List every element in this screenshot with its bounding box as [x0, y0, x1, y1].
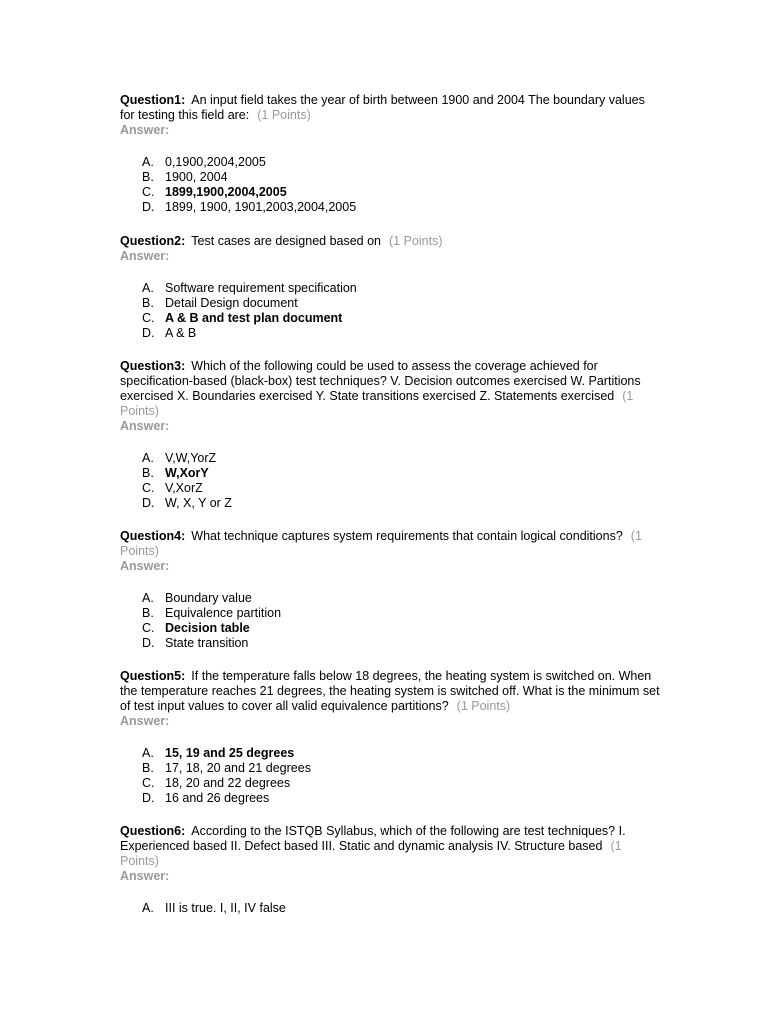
question-2: [120, 234, 660, 341]
option-text: 17, 18, 20 and 21 degrees: [165, 761, 311, 775]
option-c[interactable]: [120, 621, 660, 636]
answer-label: Answer:: [120, 123, 170, 137]
answer-label: Answer:: [120, 869, 170, 883]
option-b[interactable]: [120, 296, 660, 311]
option-d[interactable]: [120, 496, 660, 511]
option-letter: B.: [142, 606, 154, 620]
question-label: Question3:: [120, 359, 186, 373]
option-letter: D.: [142, 636, 155, 650]
option-c[interactable]: [120, 185, 660, 200]
question-body: Which of the following could be used to assess the coverage achieved for specification-based (black-box) test techniques? V. Decision outcomes exercised W. Partitions exercised X. Boundaries exercised Y. State transitions exercised Z. Statements exercised: [120, 359, 641, 403]
option-list: [120, 155, 660, 215]
question-6: [120, 824, 660, 916]
option-b[interactable]: [120, 606, 660, 621]
option-text: 1899,1900,2004,2005: [165, 185, 287, 199]
option-letter: C.: [142, 311, 155, 325]
option-b[interactable]: [120, 466, 660, 481]
option-text: V,XorZ: [165, 481, 203, 495]
question-text: [120, 359, 660, 419]
option-letter: C.: [142, 481, 155, 495]
points-label: (1 Points): [257, 108, 311, 122]
option-letter: C.: [142, 776, 155, 790]
option-a[interactable]: [120, 591, 660, 606]
option-text: W, X, Y or Z: [165, 496, 232, 510]
answer-label: Answer:: [120, 249, 170, 263]
option-letter: A.: [142, 451, 154, 465]
option-text: State transition: [165, 636, 249, 650]
option-text: A & B: [165, 326, 197, 340]
option-text: Software requirement specification: [165, 281, 357, 295]
option-letter: B.: [142, 296, 154, 310]
question-label: Question1:: [120, 93, 186, 107]
option-letter: A.: [142, 591, 154, 605]
question-body: Test cases are designed based on: [191, 234, 382, 248]
points-label: (1 Points): [389, 234, 443, 248]
question-3: [120, 359, 660, 511]
option-text: 1899, 1900, 1901,2003,2004,2005: [165, 200, 357, 214]
option-list: [120, 901, 660, 916]
question-body: If the temperature falls below 18 degrees, the heating system is switched on. When the temperature reaches 21 degrees, the heating system is switched off. What is the minimum set of test input values to cover all valid equivalence partitions?: [120, 669, 660, 713]
option-text: 1900, 2004: [165, 170, 228, 184]
question-body: An input field takes the year of birth between 1900 and 2004 The boundary values for testing this field are:: [120, 93, 645, 122]
points-label: (1 Points): [120, 529, 642, 558]
option-d[interactable]: [120, 200, 660, 215]
option-text: 0,1900,2004,2005: [165, 155, 266, 169]
question-5: [120, 669, 660, 806]
option-d[interactable]: [120, 791, 660, 806]
option-letter: D.: [142, 200, 155, 214]
option-letter: C.: [142, 185, 155, 199]
question-text: [120, 93, 660, 123]
question-label: Question2:: [120, 234, 186, 248]
answer-label: Answer:: [120, 559, 170, 573]
option-letter: B.: [142, 170, 154, 184]
question-text: [120, 669, 660, 714]
option-text: W,XorY: [165, 466, 209, 480]
option-letter: A.: [142, 155, 154, 169]
option-c[interactable]: [120, 776, 660, 791]
question-label: Question4:: [120, 529, 186, 543]
option-text: 16 and 26 degrees: [165, 791, 270, 805]
option-letter: B.: [142, 466, 154, 480]
question-text: [120, 234, 660, 249]
option-letter: A.: [142, 901, 154, 915]
option-text: A & B and test plan document: [165, 311, 343, 325]
option-list: [120, 746, 660, 806]
option-text: Equivalence partition: [165, 606, 282, 620]
answer-label: Answer:: [120, 419, 170, 433]
option-a[interactable]: [120, 281, 660, 296]
option-text: 15, 19 and 25 degrees: [165, 746, 295, 760]
question-body: What technique captures system requirements that contain logical conditions?: [191, 529, 623, 543]
option-a[interactable]: [120, 901, 660, 916]
question-1: [120, 93, 660, 215]
option-a[interactable]: [120, 451, 660, 466]
question-text: [120, 529, 660, 559]
option-text: Decision table: [165, 621, 250, 635]
option-text: 18, 20 and 22 degrees: [165, 776, 291, 790]
option-list: [120, 281, 660, 341]
option-letter: D.: [142, 326, 155, 340]
points-label: (1 Points): [456, 699, 511, 713]
question-label: Question5:: [120, 669, 186, 683]
option-text: V,W,YorZ: [165, 451, 217, 465]
option-c[interactable]: [120, 311, 660, 326]
question-4: [120, 529, 660, 651]
option-c[interactable]: [120, 481, 660, 496]
option-letter: B.: [142, 761, 154, 775]
option-a[interactable]: [120, 746, 660, 761]
question-text: [120, 824, 660, 869]
option-list: [120, 451, 660, 511]
option-letter: D.: [142, 791, 155, 805]
question-label: Question6:: [120, 824, 186, 838]
option-letter: C.: [142, 621, 155, 635]
option-d[interactable]: [120, 636, 660, 651]
option-text: III is true. I, II, IV false: [165, 901, 286, 915]
option-list: [120, 591, 660, 651]
option-text: Detail Design document: [165, 296, 298, 310]
option-b[interactable]: [120, 170, 660, 185]
option-letter: A.: [142, 746, 154, 760]
option-letter: A.: [142, 281, 154, 295]
question-body: According to the ISTQB Syllabus, which of the following are test techniques? I. Experienced based II. Defect based III. Static and dynamic analysis IV. Structure based: [120, 824, 626, 853]
option-text: Boundary value: [165, 591, 252, 605]
answer-label: Answer:: [120, 714, 170, 728]
points-label: (1 Points): [120, 839, 622, 868]
points-label: (1 Points): [120, 389, 634, 418]
option-b[interactable]: [120, 761, 660, 776]
option-letter: D.: [142, 496, 155, 510]
option-a[interactable]: [120, 155, 660, 170]
option-d[interactable]: [120, 326, 660, 341]
